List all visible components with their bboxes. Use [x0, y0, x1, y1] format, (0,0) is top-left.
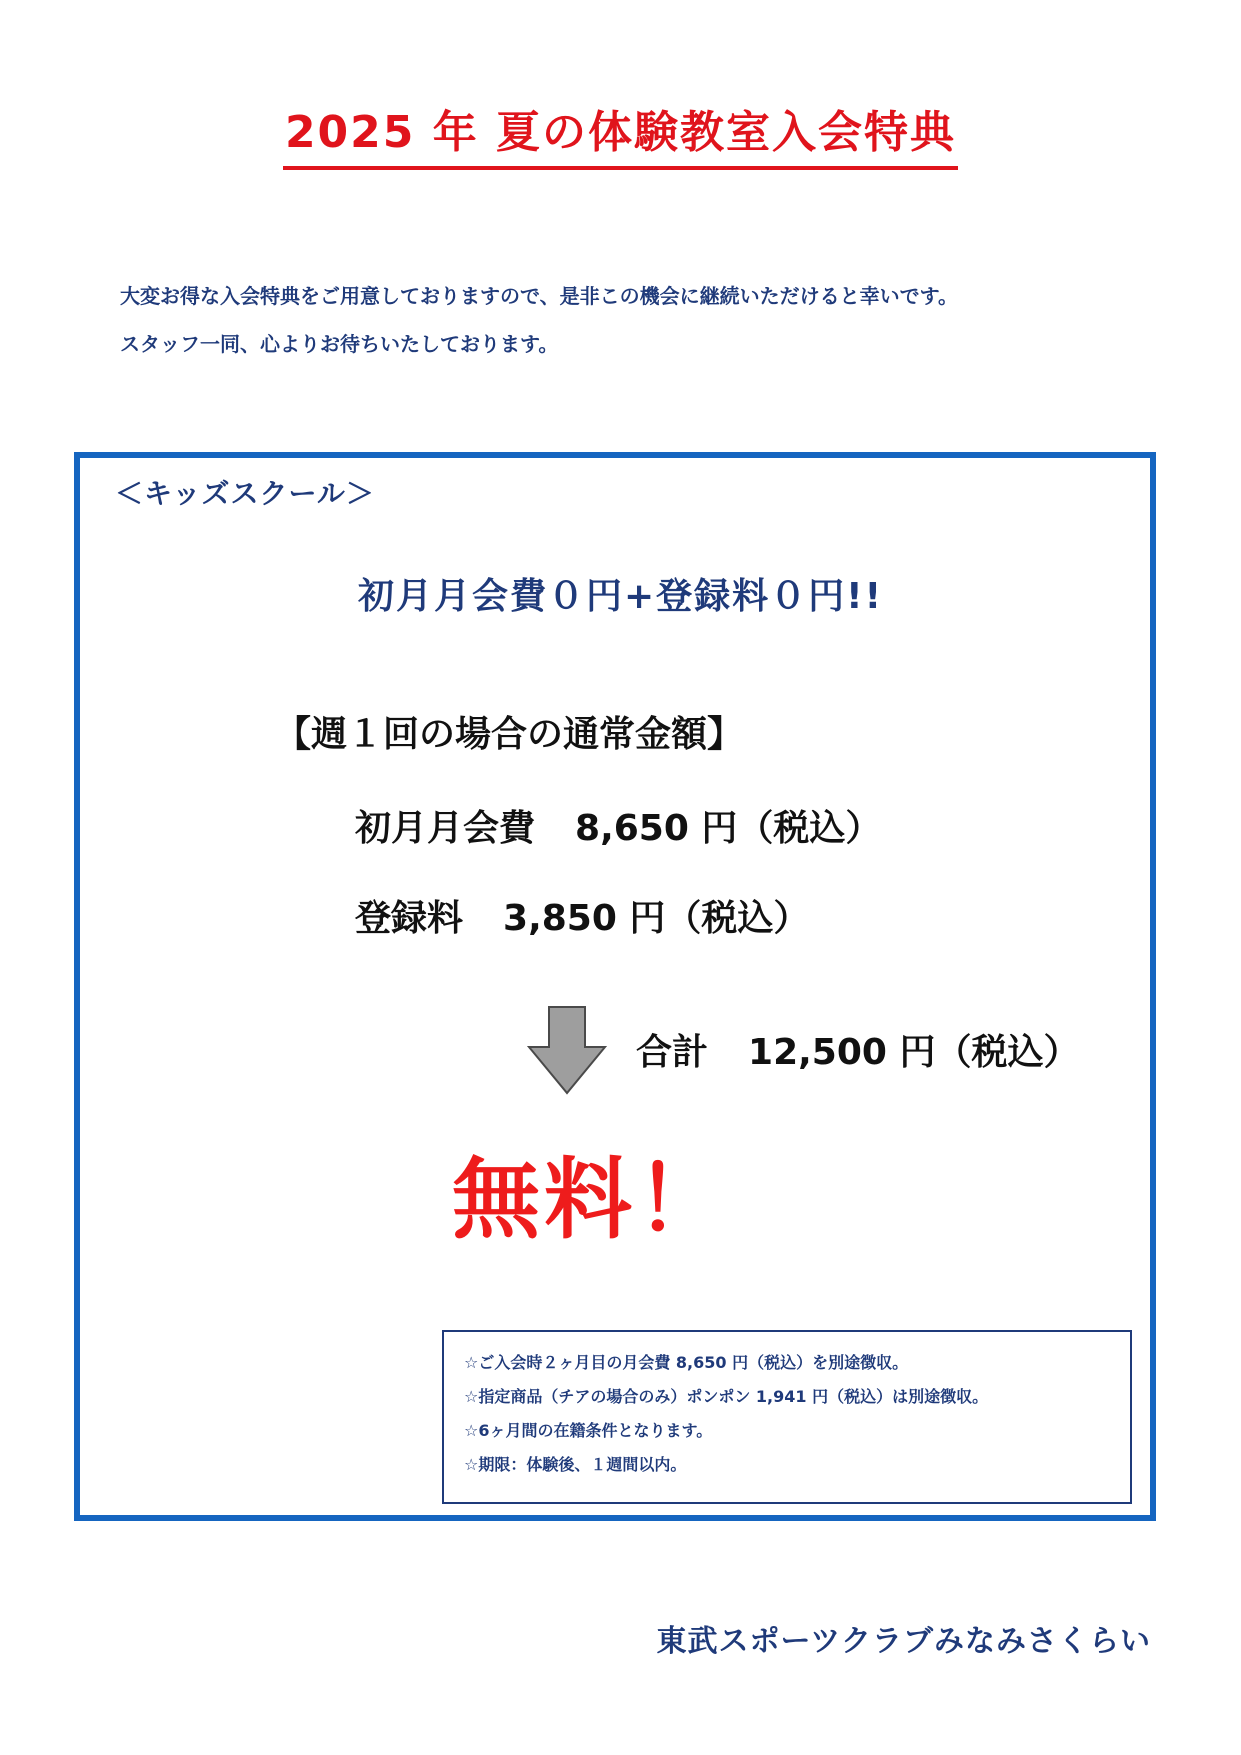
note-item: ☆期限：体験後、１週間以内。 [464, 1455, 687, 1474]
note-item: ☆ご入会時２ヶ月目の月会費 8,650 円（税込）を別途徴収。 [464, 1353, 909, 1372]
price-label: 初月月会費 [355, 808, 536, 849]
price-line-total [636, 1024, 1079, 1075]
club-name: 東武スポーツクラブみなみさくらい [656, 1624, 1151, 1659]
note-item: ☆6ヶ月間の在籍条件となります。 [464, 1421, 713, 1440]
price-amount: 3,850 円（税込） [503, 898, 810, 939]
price-line-monthly-fee [355, 800, 881, 851]
price-label: 登録料 [355, 898, 464, 939]
price-line-registration-fee [355, 890, 809, 941]
section-label: ＜キッズスクール＞ [115, 477, 375, 510]
total-label: 合計 [636, 1032, 709, 1073]
note-item: ☆指定商品（チアの場合のみ）ポンポン 1,941 円（税込）は別途徴収。 [464, 1387, 989, 1406]
price-amount: 8,650 円（税込） [575, 808, 882, 849]
normal-price-heading: 【週１回の場合の通常金額】 [275, 714, 744, 755]
notes-box [442, 1330, 1132, 1504]
intro-line-2: スタッフ一同、心よりお待ちいたしております。 [120, 332, 559, 356]
free-badge: 無料！ [452, 1148, 729, 1251]
page-title-wrap [0, 96, 1241, 170]
intro-line-1: 大変お得な入会特典をご用意しておりますので、是非この機会に継続いただけると幸いです。 [120, 284, 958, 308]
offer-headline: 初月月会費０円+登録料０円!! [357, 576, 883, 617]
down-arrow-icon [527, 1005, 607, 1095]
total-amount: 12,500 円（税込） [748, 1032, 1080, 1073]
page-title: 2025 年 夏の体験教室入会特典 [283, 96, 958, 170]
